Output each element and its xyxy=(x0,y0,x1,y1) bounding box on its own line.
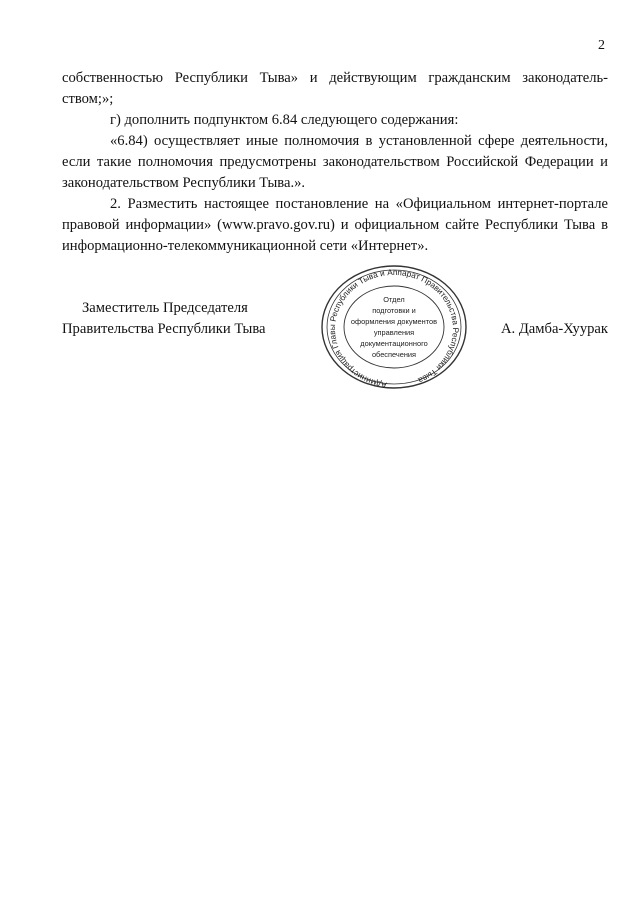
stamp-inner-line: оформления документов xyxy=(350,317,438,326)
signatory-name: А. Дамба-Хуурак xyxy=(501,321,608,337)
stamp-outer-text-path: Администрация Главы Республики Тыва и Аппарат Правительства Республики Тыва xyxy=(327,267,461,390)
stamp-inner-text xyxy=(351,295,437,359)
signatory-title-line2: Правительства Республики Тыва xyxy=(62,321,266,337)
document-body xyxy=(62,68,608,257)
official-stamp xyxy=(314,264,474,390)
stamp-inner-line: обеспечения xyxy=(371,350,417,359)
paragraph-item-2: 2. Разместить настоящее постановление на «Официальном интернет-портале правовой информации» (www.pravo.gov.ru) и официальном сайте Республики Тыва в информационно-телекоммуникационной сети «Интернет». xyxy=(62,196,608,254)
stamp-inner-line: подготовки и xyxy=(372,306,416,315)
paragraph-subitem-g: г) дополнить подпунктом 6.84 следующего содержания: xyxy=(110,112,459,128)
page-number: 2 xyxy=(598,38,605,53)
paragraph-continuation: собственностью Республики Тыва» и действующим гражданским законодатель-ством;»; xyxy=(62,70,608,107)
stamp-inner-line: Отдел xyxy=(383,295,405,304)
stamp-inner-line: документационного xyxy=(360,339,428,348)
signatory-title-line1: Заместитель Председателя xyxy=(82,300,248,316)
paragraph-item-6-84: «6.84) осуществляет иные полномочия в установленной сфере деятельности, если такие полномочия предусмотрены законодательством Российской Федерации и законодательством Республики Тыва.». xyxy=(62,133,608,191)
stamp-inner-line: управления xyxy=(373,328,415,337)
